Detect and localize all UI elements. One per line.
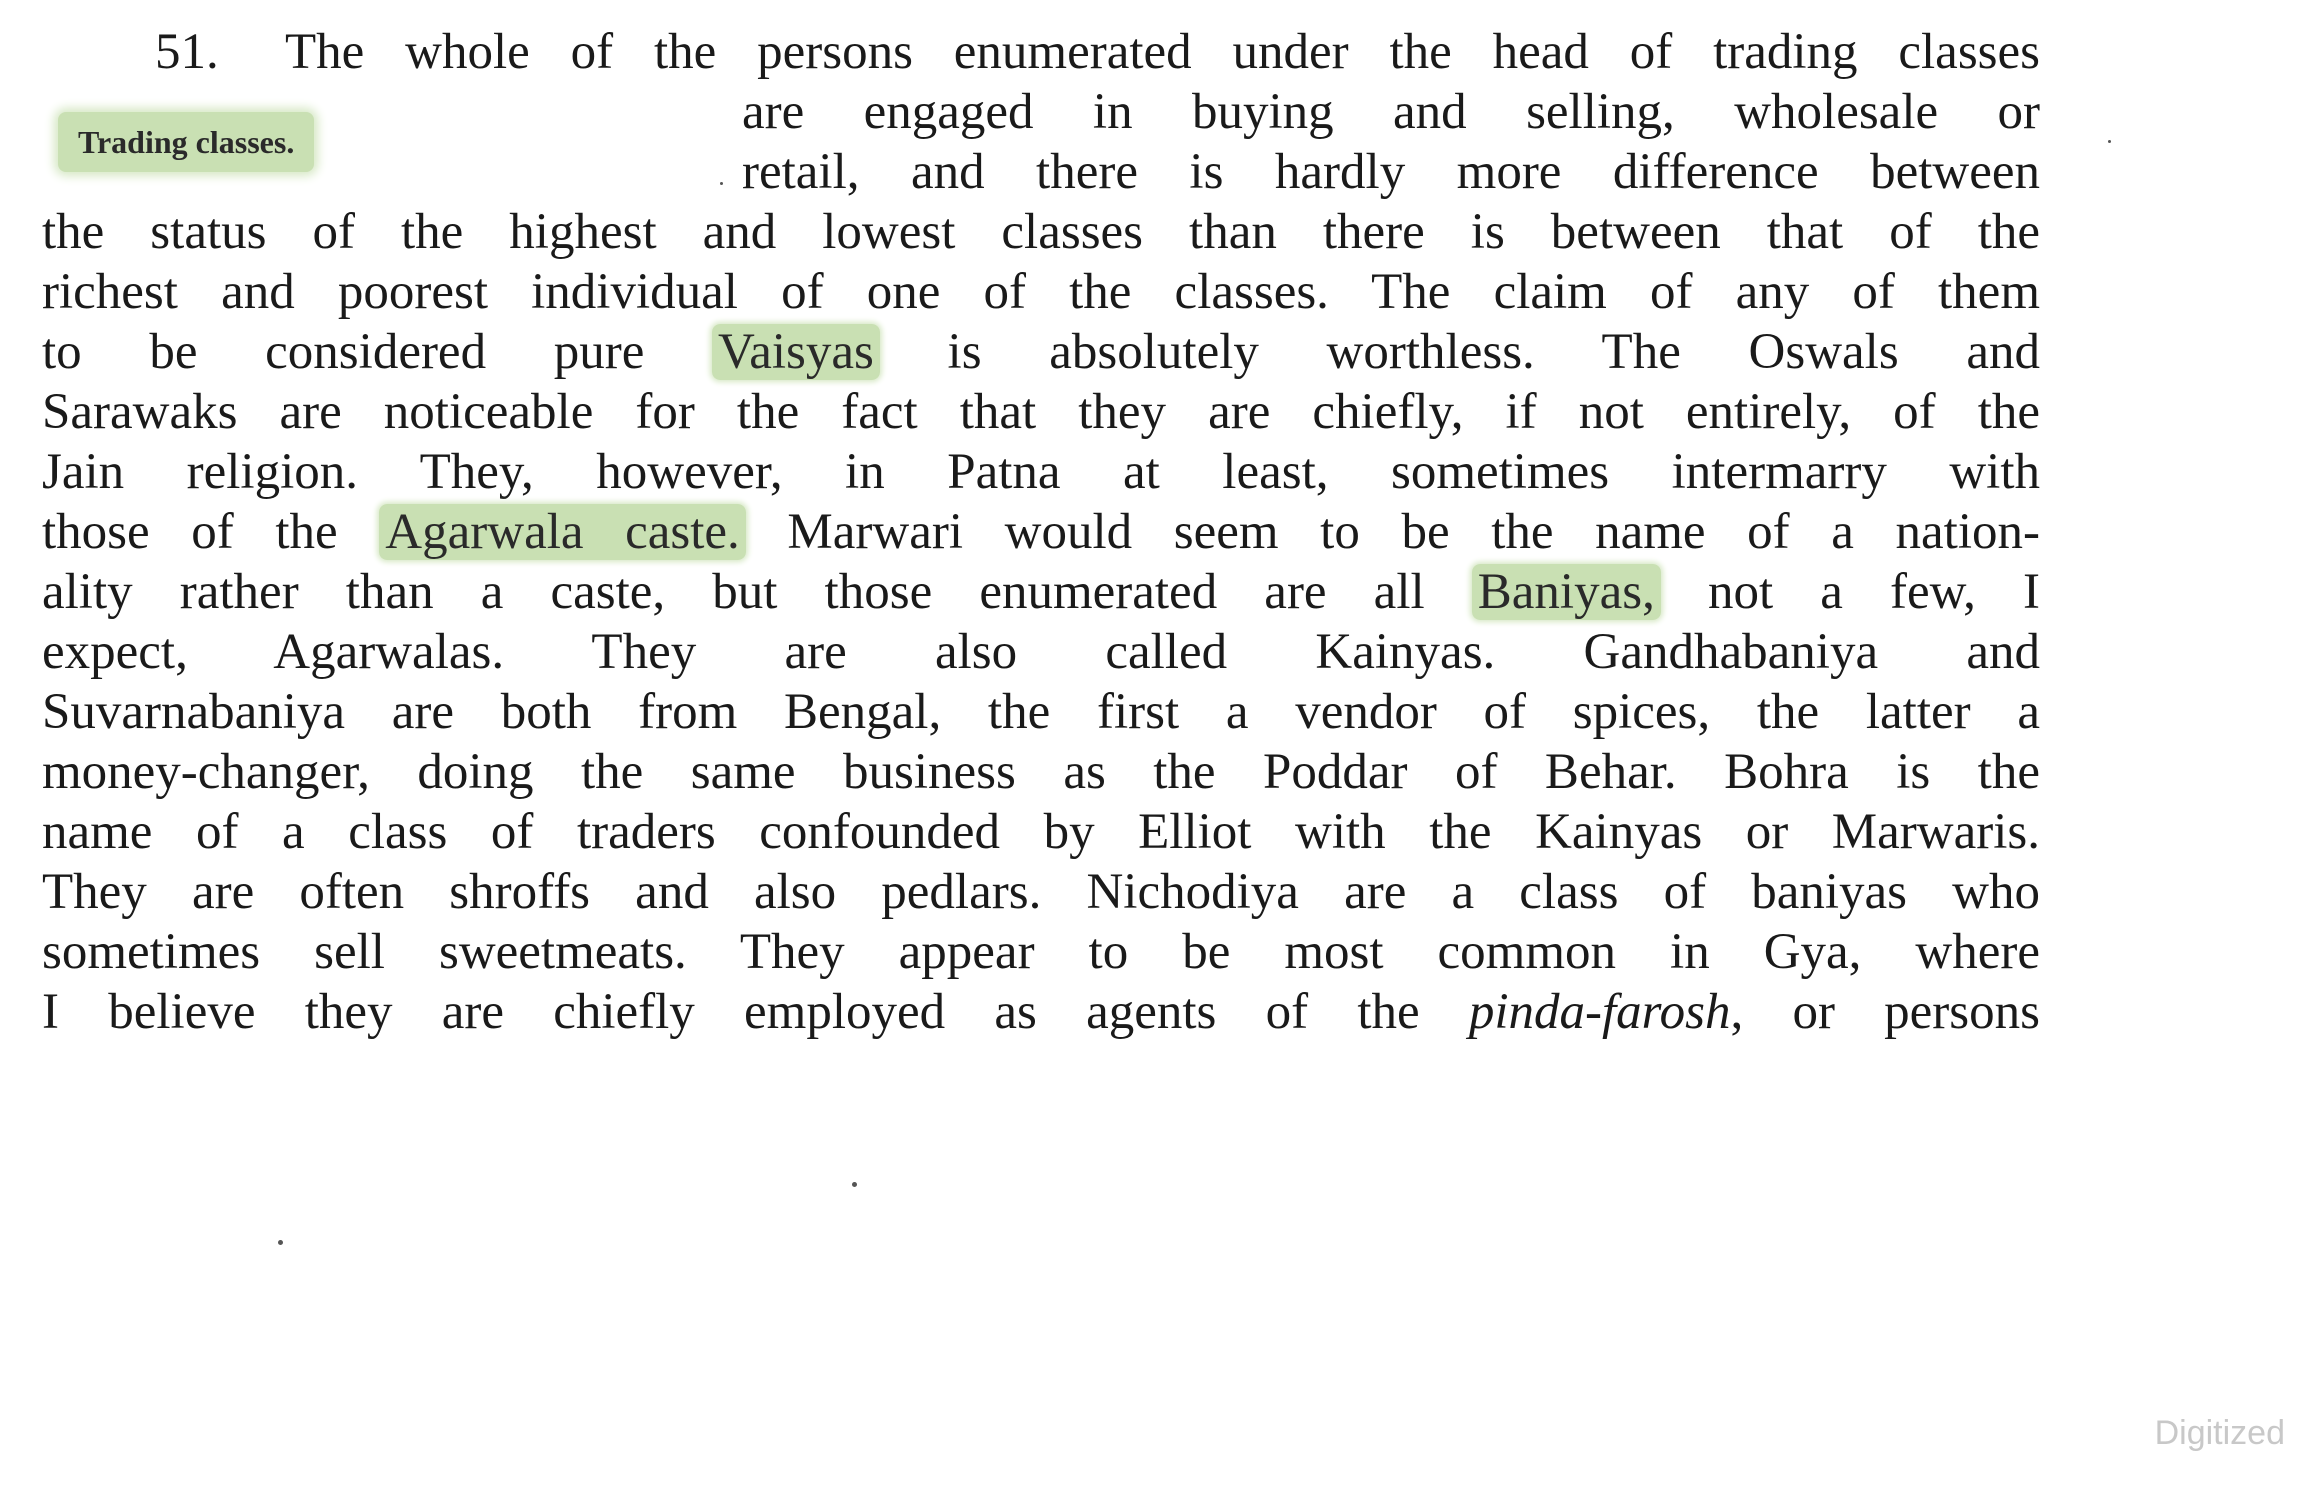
line-segment: expect, Agarwalas. They are also called Kainyas. Gandhabaniya and <box>42 624 2040 680</box>
line-segment: , or persons <box>1730 984 2040 1040</box>
line-segment: They are often shroffs and also pedlars. Nichodiya are a class of baniyas who <box>42 864 2040 920</box>
line-segment: retail, and there is hardly more difference between <box>742 144 2040 200</box>
scan-speck <box>278 1240 283 1245</box>
line-segment: is absolutely worthless. The Oswals and <box>879 324 2040 380</box>
text-line-17 <box>42 982 2040 1042</box>
line-segment: to be considered pure <box>42 324 713 380</box>
line-segment: money-changer, doing the same business as the Poddar of Behar. Bohra is the <box>42 744 2040 800</box>
paragraph-number: 51. <box>155 24 219 80</box>
italic-term-pinda-farosh: pinda-farosh <box>1468 984 1731 1040</box>
line-segment: Jain religion. They, however, in Patna at least, sometimes intermarry with <box>42 444 2040 500</box>
line-segment: The whole of the persons enumerated under the head of trading classes <box>285 24 2040 80</box>
highlight-vaisyas: Vaisyas <box>712 324 880 380</box>
line-segment: Suvarnabaniya are both from Bengal, the first a vendor of spices, the latter a <box>42 684 2040 740</box>
line-segment: richest and poorest individual of one of the classes. The claim of any of them <box>42 264 2040 320</box>
scan-speck <box>720 182 723 185</box>
line-segment: ality rather than a caste, but those enumerated are all <box>42 564 1472 620</box>
text-line-3 <box>742 142 2040 202</box>
text-line-4 <box>42 202 2040 262</box>
line-segment: Marwari would seem to be the name of a nation- <box>745 504 2040 560</box>
line-segment: I believe they are chiefly employed as agents of the <box>42 984 1469 1040</box>
line-segment: Sarawaks are noticeable for the fact that they are chiefly, if not entirely, of the <box>42 384 2040 440</box>
text-line-8 <box>42 442 2040 502</box>
text-line-10 <box>42 562 2040 622</box>
text-line-11 <box>42 622 2040 682</box>
scan-speck <box>852 1182 857 1187</box>
line-segment: name of a class of traders confounded by Elliot with the Kainyas or Marwaris. <box>42 804 2040 860</box>
text-line-9 <box>42 502 2040 562</box>
digitized-watermark: Digitized <box>2154 1414 2285 1452</box>
text-line-5 <box>42 262 2040 322</box>
text-line-14 <box>42 802 2040 862</box>
text-line-13 <box>42 742 2040 802</box>
line-segment: not a few, I <box>1660 564 2040 620</box>
text-line-2 <box>742 82 2040 142</box>
scan-speck <box>2108 140 2111 143</box>
line-segment: sometimes sell sweetmeats. They appear to be most common in Gya, where <box>42 924 2040 980</box>
highlight-baniyas: Baniyas, <box>1472 564 1661 620</box>
text-line-1 <box>155 22 2040 82</box>
text-line-16 <box>42 922 2040 982</box>
line-segment: those of the <box>42 504 380 560</box>
highlight-agarwala-caste: Agarwala caste. <box>379 504 746 560</box>
line-segment: the status of the highest and lowest classes than there is between that of the <box>42 204 2040 260</box>
text-line-7 <box>42 382 2040 442</box>
text-line-12 <box>42 682 2040 742</box>
line-segment: are engaged in buying and selling, wholesale or <box>742 84 2040 140</box>
text-line-6 <box>42 322 2040 382</box>
text-line-15 <box>42 862 2040 922</box>
sidenote-trading-classes: Trading classes. <box>58 112 314 172</box>
